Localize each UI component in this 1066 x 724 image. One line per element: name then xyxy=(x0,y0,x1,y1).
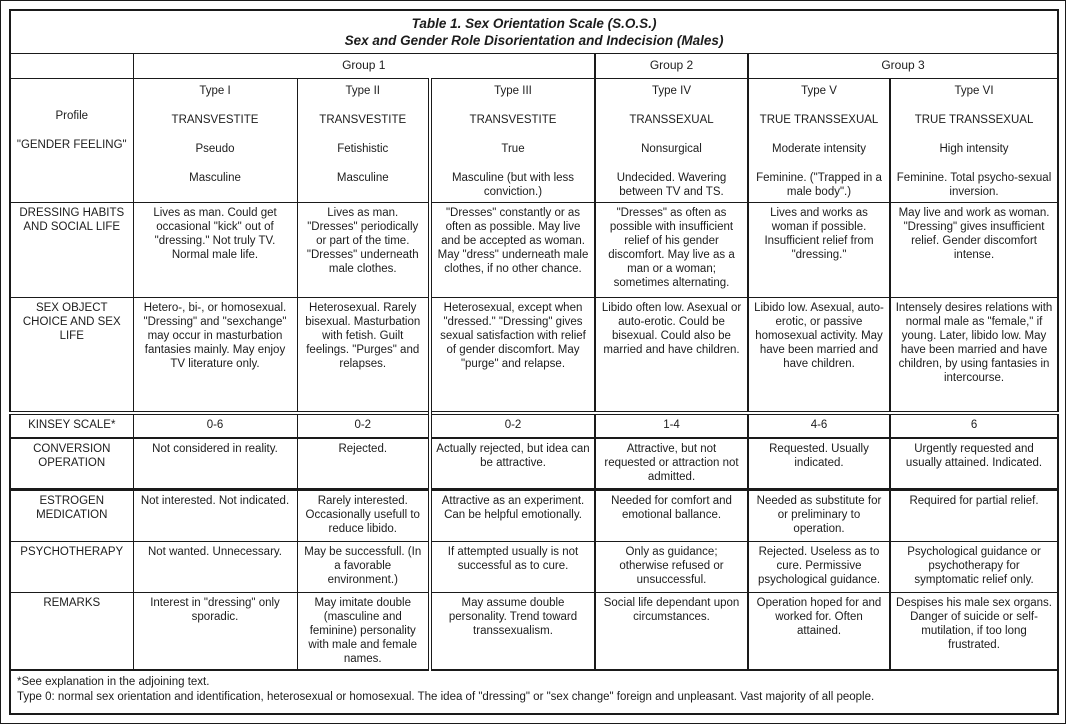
table-title-line2: Sex and Gender Role Disorientation and Indecision (Males) xyxy=(344,33,724,48)
conversion-type1: Not considered in reality. xyxy=(133,438,297,489)
profile-type5 xyxy=(748,78,890,202)
conversion-type2: Rejected. xyxy=(297,438,430,489)
type2-subtype: Fetishistic xyxy=(337,142,389,155)
type6-name: Type VI xyxy=(954,84,994,97)
type6-gender-feeling: Feminine. Total psycho-sexual inversion. xyxy=(896,171,1052,198)
row-label-profile xyxy=(10,78,133,202)
sex-object-type4: Libido often low. Asexual or auto-erotic. Could be bisexual. Could also be married and have children. xyxy=(595,297,748,413)
dressing-row xyxy=(10,202,1058,297)
footnote-row xyxy=(10,670,1058,714)
kinsey-type4: 1-4 xyxy=(595,413,748,438)
conversion-row xyxy=(10,438,1058,489)
psychotherapy-type1: Not wanted. Unnecessary. xyxy=(133,541,297,592)
profile-type6 xyxy=(890,78,1058,202)
kinsey-type5: 4-6 xyxy=(748,413,890,438)
type3-category: TRANSVESTITE xyxy=(469,113,557,126)
remarks-type4: Social life dependant upon circumstances. xyxy=(595,592,748,670)
type6-category: TRUE TRANSSEXUAL xyxy=(914,113,1034,126)
type6-subtype: High intensity xyxy=(939,142,1009,155)
group-2-header: Group 2 xyxy=(595,53,748,78)
type2-name: Type II xyxy=(345,84,381,97)
group-3-header: Group 3 xyxy=(748,53,1058,78)
kinsey-type6: 6 xyxy=(890,413,1058,438)
row-label-dressing: DRESSING HABITS AND SOCIAL LIFE xyxy=(10,202,133,297)
profile-label-line1: Profile xyxy=(55,109,89,122)
sex-object-type1: Hetero-, bi-, or homosexual. "Dressing" and "sexchange" may occur in masturbation fantasies mainly. May enjoy TV literature only. xyxy=(133,297,297,413)
row-label-sex-object: SEX OBJECT CHOICE AND SEX LIFE xyxy=(10,297,133,413)
type4-category: TRANSSEXUAL xyxy=(629,113,714,126)
type3-gender-feeling: Masculine (but with less conviction.) xyxy=(451,171,575,198)
sex-object-type3: Heterosexual, except when "dressed." "Dressing" gives sexual satisfaction with relief of gender discomfort. May "purge" and relapse. xyxy=(430,297,595,413)
type3-name: Type III xyxy=(494,84,532,97)
estrogen-row xyxy=(10,489,1058,541)
estrogen-type1: Not interested. Not indicated. xyxy=(133,489,297,541)
type5-gender-feeling: Feminine. ("Trapped in a male body".) xyxy=(756,171,882,198)
type1-gender-feeling: Masculine xyxy=(189,171,241,184)
type2-gender-feeling: Masculine xyxy=(336,171,389,184)
conversion-type3: Actually rejected, but idea can be attractive. xyxy=(430,438,595,489)
profile-label-line2: "GENDER FEELING" xyxy=(16,138,127,151)
conversion-type5: Requested. Usually indicated. xyxy=(748,438,890,489)
dressing-type3: "Dresses" constantly or as often as possible. May live and be accepted as woman. May "dress" underneath male clothes, if no other chance. xyxy=(430,202,595,297)
group-header-row xyxy=(10,53,1058,78)
remarks-type5: Operation hoped for and worked for. Often attained. xyxy=(748,592,890,670)
remarks-type3: May assume double personality. Trend toward transsexualism. xyxy=(430,592,595,670)
conversion-type4: Attractive, but not requested or attraction not admitted. xyxy=(595,438,748,489)
footnote-line1: *See explanation in the adjoining text. xyxy=(17,675,210,688)
sex-object-type6: Intensely desires relations with normal male as "female," if young. Later, libido low. May have been married and have children, by using fantasies in intercourse. xyxy=(890,297,1058,413)
estrogen-type5: Needed as substitute for or preliminary to operation. xyxy=(748,489,890,541)
row-label-conversion: CONVERSION OPERATION xyxy=(10,438,133,489)
table-title-line1: Table 1. Sex Orientation Scale (S.O.S.) xyxy=(411,16,657,31)
psychotherapy-type2: May be successfull. (In a favorable environment.) xyxy=(297,541,430,592)
dressing-type6: May live and work as woman. "Dressing" gives insufficient relief. Gender discomfort intense. xyxy=(890,202,1058,297)
kinsey-type1: 0-6 xyxy=(133,413,297,438)
row-label-psychotherapy: PSYCHOTHERAPY xyxy=(10,541,133,592)
dressing-type2: Lives as man. "Dresses" periodically or part of the time. "Dresses" underneath male clothes. xyxy=(297,202,430,297)
profile-type1 xyxy=(133,78,297,202)
row-label-estrogen: ESTROGEN MEDICATION xyxy=(10,489,133,541)
profile-type2 xyxy=(297,78,430,202)
type1-category: TRANSVESTITE xyxy=(171,113,259,126)
title-row xyxy=(10,10,1058,53)
type4-gender-feeling: Undecided. Wavering between TV and TS. xyxy=(616,171,727,198)
dressing-type5: Lives and works as woman if possible. Insufficient relief from "dressing." xyxy=(748,202,890,297)
type2-category: TRANSVESTITE xyxy=(319,113,407,126)
estrogen-type4: Needed for comfort and emotional ballance. xyxy=(595,489,748,541)
remarks-type6: Despises his male sex organs. Danger of suicide or self-mutilation, if too long frustrated. xyxy=(890,592,1058,670)
type1-subtype: Pseudo xyxy=(195,142,235,155)
remarks-row xyxy=(10,592,1058,670)
type5-name: Type V xyxy=(801,84,837,97)
estrogen-type2: Rarely interested. Occasionally usefull to reduce libido. xyxy=(297,489,430,541)
dressing-type1: Lives as man. Could get occasional "kick" out of "dressing." Not truly TV. Normal male life. xyxy=(133,202,297,297)
blank-corner-cell xyxy=(10,53,133,78)
row-label-kinsey: KINSEY SCALE* xyxy=(10,413,133,438)
dressing-type4: "Dresses" as often as possible with insufficient relief of his gender discomfort. May live as a man or a woman; sometimes alternating. xyxy=(595,202,748,297)
table-title-cell xyxy=(10,10,1058,53)
type5-category: TRUE TRANSSEXUAL xyxy=(759,113,879,126)
remarks-type1: Interest in "dressing" only sporadic. xyxy=(133,592,297,670)
sex-object-type5: Libido low. Asexual, auto-erotic, or passive homosexual activity. May have been married and have children. xyxy=(748,297,890,413)
profile-row xyxy=(10,78,1058,202)
profile-type4 xyxy=(595,78,748,202)
type4-name: Type IV xyxy=(652,84,691,97)
type1-name: Type I xyxy=(199,84,231,97)
psychotherapy-type6: Psychological guidance or psychotherapy for symptomatic relief only. xyxy=(890,541,1058,592)
psychotherapy-type4: Only as guidance; otherwise refused or unsuccessful. xyxy=(595,541,748,592)
estrogen-type3: Attractive as an experiment. Can be helpful emotionally. xyxy=(430,489,595,541)
sos-table xyxy=(9,9,1059,715)
type3-subtype: True xyxy=(501,142,525,155)
psychotherapy-row xyxy=(10,541,1058,592)
kinsey-type2: 0-2 xyxy=(297,413,430,438)
remarks-type2: May imitate double (masculine and feminine) personality with male and female names. xyxy=(297,592,430,670)
row-label-remarks: REMARKS xyxy=(10,592,133,670)
footnote-line2: Type 0: normal sex orientation and identification, heterosexual or homosexual. The idea of "dressing" or "sex change" foreign and unpleasant. Vast majority of all people. xyxy=(17,690,875,703)
sex-object-row xyxy=(10,297,1058,413)
type4-subtype: Nonsurgical xyxy=(641,142,702,155)
estrogen-type6: Required for partial relief. xyxy=(890,489,1058,541)
kinsey-type3: 0-2 xyxy=(430,413,595,438)
sex-object-type2: Heterosexual. Rarely bisexual. Masturbation with fetish. Guilt feelings. "Purges" and relapses. xyxy=(297,297,430,413)
footnote-cell xyxy=(10,670,1058,714)
type5-subtype: Moderate intensity xyxy=(772,142,866,155)
kinsey-row xyxy=(10,413,1058,438)
conversion-type6: Urgently requested and usually attained. Indicated. xyxy=(890,438,1058,489)
profile-type3 xyxy=(430,78,595,202)
psychotherapy-type5: Rejected. Useless as to cure. Permissive psychological guidance. xyxy=(748,541,890,592)
group-1-header: Group 1 xyxy=(133,53,595,78)
psychotherapy-type3: If attempted usually is not successful as to cure. xyxy=(430,541,595,592)
